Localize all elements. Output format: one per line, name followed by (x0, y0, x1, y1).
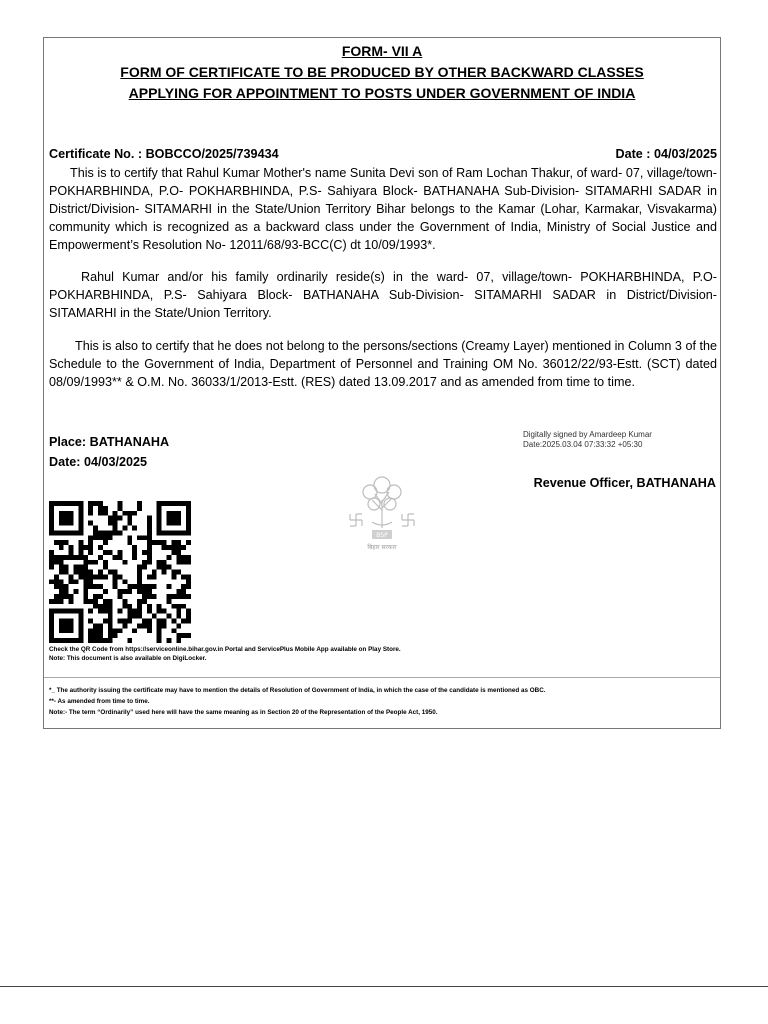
form-title-line2: APPLYING FOR APPOINTMENT TO POSTS UNDER GOVERNMENT OF INDIA (128, 85, 636, 101)
emblem-caption: बिहार सरकार (367, 544, 397, 551)
place: Place: BATHANAHA (49, 435, 170, 449)
signature-signer: Digitally signed by Amardeep Kumar (523, 430, 652, 439)
certificate-date: Date : 04/03/2025 (615, 147, 717, 161)
qr-code (49, 501, 191, 643)
issue-date: Date: 04/03/2025 (49, 455, 148, 469)
footnote-2: **- As amended from time to time. (49, 698, 150, 705)
form-number: FORM- VII A (341, 43, 423, 59)
certificate-number: Certificate No. : BOBCCO/2025/739434 (49, 147, 279, 161)
certificate-info-row (49, 147, 717, 161)
section-divider (44, 677, 720, 678)
footnote-1: *_ The authority issuing the certificate may have to mention the details of Resolution of Government of India, in which the case of the candidate is mentioned as OBC. (49, 687, 546, 694)
bihar-emblem-icon (342, 470, 422, 555)
footnote-3: Note:- The term “Ordinarily” used here will have the same meaning as in Section 20 of the Representation of the People Act, 1950. (49, 709, 438, 716)
emblem-badge: BSP (376, 532, 388, 539)
issuing-officer: Revenue Officer, BATHANAHA (533, 476, 716, 490)
paragraph-1: This is to certify that Rahul Kumar Mother's name Sunita Devi son of Ram Lochan Thakur, of ward- 07, village/town- POKHARBHINDA, P.O- POKHARBHINDA, P.S- Sahiyara Block- BATHANAHA Sub-Division- SITAMARHI SADAR in District/Division- SITAMARHI in the State/Union Territory Bihar belongs to the Kamar (Lohar, Karmakar, Visvakarma) community which is recognized as a backward class under the Government of India, Ministry of Social Justice and Empowerment’s Resolution No- 12011/68/93-BCC(C) dt 10/09/1993*. (49, 166, 717, 252)
form-title-line1: FORM OF CERTIFICATE TO BE PRODUCED BY OTHER BACKWARD CLASSES (120, 64, 644, 80)
certificate-frame (43, 37, 721, 729)
paragraph-2: Rahul Kumar and/or his family ordinarily reside(s) in the ward- 07, village/town- POKHARBHINDA, P.O- POKHARBHINDA, P.S- Sahiyara Block- BATHANAHA Sub-Division- SITAMARHI SADAR in District/Division- SITAMARHI in the State/Union Territory. (49, 270, 717, 320)
paragraph-3: This is also to certify that he does not belong to the persons/sections (Creamy Layer) mentioned in Column 3 of the Schedule to the Government of India, Department of Personnel and Training OM No. 36012/22/93-Estt. (SCT) dated 08/09/1993** & O.M. No. 36033/1/2013-Estt. (RES) dated 13.09.2017 and as amended from time to time. (49, 339, 717, 389)
qr-note: Check the QR Code from https://serviceonline.bihar.gov.in Portal and ServicePlus Mobile App available on Play Store. (49, 646, 401, 653)
digilocker-note: Note: This document is also available on DigiLocker. (49, 655, 207, 662)
signature-timestamp: Date:2025.03.04 07:33:32 +05:30 (523, 440, 643, 449)
page-bottom-rule (0, 986, 768, 987)
digital-signature (523, 430, 652, 450)
